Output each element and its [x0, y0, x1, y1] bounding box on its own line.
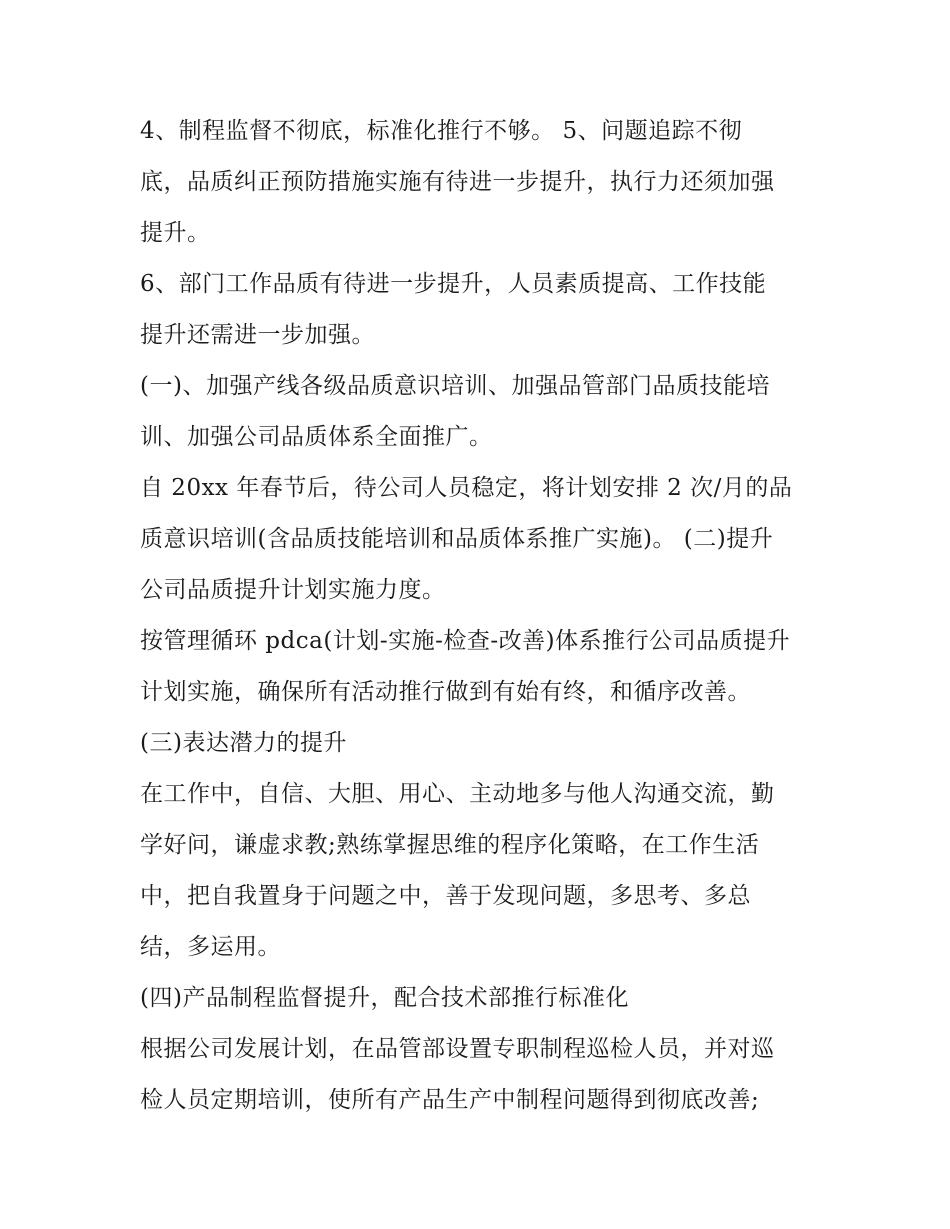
text-line: (三)表达潜力的提升 [140, 730, 347, 756]
text-line: 在工作中，自信、大胆、用心、主动地多与他人沟通交流，勤 [140, 781, 775, 807]
text-line: 按管理循环 pdca(计划-实施-检查-改善)体系推行公司品质提升 [140, 628, 791, 654]
document-body [140, 106, 820, 1126]
text-line: 提升。 [140, 220, 211, 246]
text-line: 学好问，谦虚求教;熟练掌握思维的程序化策略，在工作生活 [140, 832, 760, 858]
text-line: 训、加强公司品质体系全面推广。 [140, 424, 493, 450]
text-line: (四)产品制程监督提升，配合技术部推行标准化 [140, 985, 629, 1011]
text-line: 根据公司发展计划，在品管部设置专职制程巡检人员，并对巡 [140, 1036, 775, 1062]
text-line: 提升还需进一步加强。 [140, 322, 375, 348]
text-line: 中，把自我置身于问题之中，善于发现问题，多思考、多总 [140, 883, 751, 909]
text-line: 公司品质提升计划实施力度。 [140, 577, 446, 603]
text-line: 6、部门工作品质有待进一步提升，人员素质提高、工作技能 [140, 271, 767, 297]
text-line: 检人员定期培训，使所有产品生产中制程问题得到彻底改善; [140, 1087, 760, 1113]
text-line: 结，多运用。 [140, 934, 281, 960]
text-line: 质意识培训(含品质技能培训和品质体系推广实施)。 (二)提升 [140, 526, 774, 552]
text-line: 4、制程监督不彻底，标准化推行不够。 5、问题追踪不彻 [140, 118, 743, 144]
text-line: (一)、加强产线各级品质意识培训、加强品管部门品质技能培 [140, 373, 770, 399]
text-line: 计划实施，确保所有活动推行做到有始有终，和循序改善。 [140, 679, 751, 705]
text-line: 自 20xx 年春节后，待公司人员稳定，将计划安排 2 次/月的品 [140, 475, 793, 501]
text-line: 底，品质纠正预防措施实施有待进一步提升，执行力还须加强 [140, 169, 775, 195]
